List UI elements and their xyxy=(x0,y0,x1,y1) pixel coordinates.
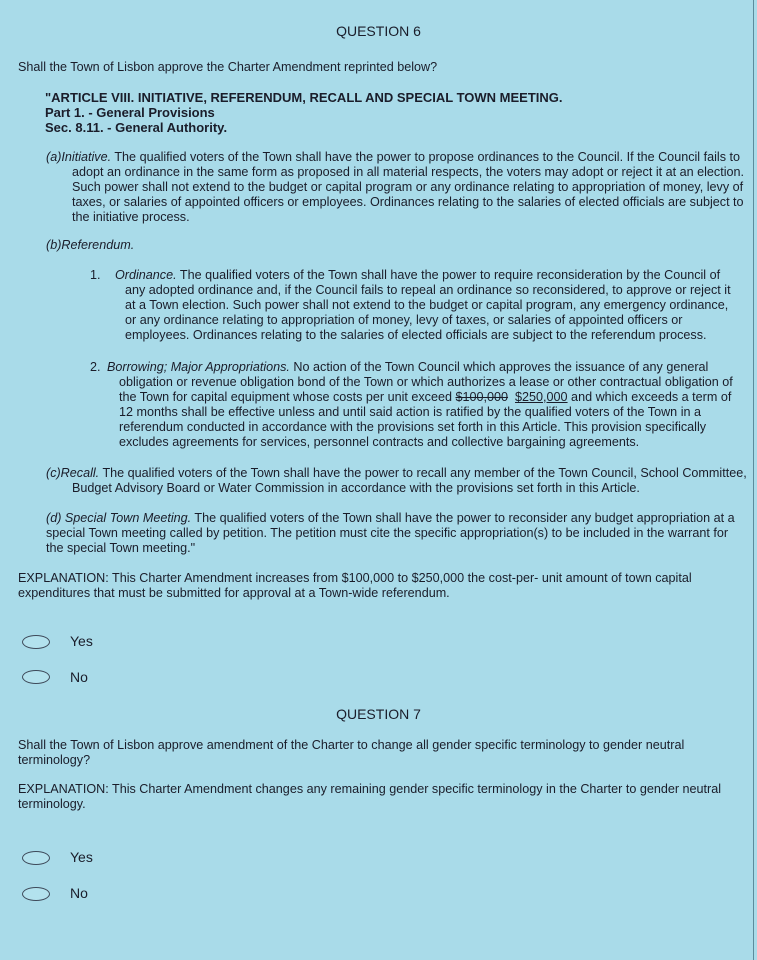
section-d-special-meeting xyxy=(46,511,736,556)
section-b1-number: 1. xyxy=(90,268,101,282)
q6-yes-label: Yes xyxy=(70,633,93,649)
q7-no-label: No xyxy=(70,885,88,901)
q6-no-oval[interactable] xyxy=(22,670,50,684)
section-b2-borrowing xyxy=(90,360,740,450)
section-b1-ordinance xyxy=(90,268,735,343)
question-6-explanation: EXPLANATION: This Charter Amendment increases from $100,000 to $250,000 the cost-per- unit amount of town capital expenditures that must be submitted for approval at a Town-wide referendum. xyxy=(18,571,692,600)
article-heading-line-1: "ARTICLE VIII. INITIATIVE, REFERENDUM, RECALL AND SPECIAL TOWN MEETING. xyxy=(45,90,563,105)
section-b2-text-after: and which exceeds a term of 12 months shall be effective unless and until said action is ratified by the qualified voters of the Town in a referendum conducted in accordance with the provisions set forth in this Article. This provision specifically excludes agreements for services, personnel contracts and collective bargaining agreements. xyxy=(119,390,732,449)
question-7-prompt: Shall the Town of Lisbon approve amendment of the Charter to change all gender specific terminology to gender neutral terminology? xyxy=(18,738,685,767)
section-b1-text: The qualified voters of the Town shall have the power to require reconsideration by the Council of any adopted ordinance and, if the Council fails to repeal an ordinance so reconsidered, to approve or reject it at a Town election. Such power shall not extend to the budget or capital program, any emergency ordinance, or any ordinance relating to appropriation of money, levy of taxes, or salaries of appointed officers or employees. Ordinances relating to the salaries of elected officials are subject to the referendum process. xyxy=(125,268,731,342)
section-b-label: (b)Referendum. xyxy=(46,238,135,252)
section-b2-label: Borrowing; Major Appropriations. xyxy=(107,360,290,374)
section-c-text: The qualified voters of the Town shall have the power to recall any member of the Town Council, School Committee, Budget Advisory Board or Water Commission in accordance with the provisions set forth in this Article. xyxy=(72,466,747,495)
section-b2-text-before: No action of the Town Council which approves the issuance of any general obligation or revenue obligation bond of the Town or which authorizes a lease or other contractual obligation of the Town for capital equipment whose costs per unit exceed xyxy=(119,360,733,404)
q7-no-oval[interactable] xyxy=(22,887,50,901)
q7-yes-oval[interactable] xyxy=(22,851,50,865)
section-a-label: (a)Initiative. xyxy=(46,150,112,164)
question-7-title: QUESTION 7 xyxy=(336,706,421,722)
q6-yes-oval[interactable] xyxy=(22,635,50,649)
article-heading-line-2: Part 1. - General Provisions xyxy=(45,105,215,120)
article-heading-line-3: Sec. 8.11. - General Authority. xyxy=(45,120,228,135)
new-amount-underlined: $250,000 xyxy=(515,390,568,404)
old-amount-struck: $100,000 xyxy=(455,390,509,404)
q6-no-label: No xyxy=(70,669,88,685)
section-d-label: (d) Special Town Meeting. xyxy=(46,511,192,525)
section-a-initiative xyxy=(46,150,757,225)
section-d-text: The qualified voters of the Town shall have the power to reconsider any budget appropriation at a special Town meeting called by petition. The petition must cite the specific appropriation(s) to be included in the warrant for the special Town meeting." xyxy=(46,511,735,555)
question-6-title: QUESTION 6 xyxy=(336,23,421,39)
q7-yes-label: Yes xyxy=(70,849,93,865)
article-heading xyxy=(45,90,745,135)
section-a-text: The qualified voters of the Town shall have the power to propose ordinances to the Council. If the Council fails to adopt an ordinance in the same form as proposed in all material respects, the voters may adopt or reject it at an election. Such power shall not extend to the budget or capital program or any ordinance relating to appropriation of money, levy of taxes, or salaries of appointed officers or employees. Ordinances relating to the salaries of elected officials are subject to the initiative process. xyxy=(72,150,745,224)
section-c-label: (c)Recall. xyxy=(46,466,100,480)
question-6-prompt: Shall the Town of Lisbon approve the Charter Amendment reprinted below? xyxy=(18,60,438,74)
question-7-explanation: EXPLANATION: This Charter Amendment changes any remaining gender specific terminology in the Charter to gender neutral terminology. xyxy=(18,782,722,811)
section-c-recall xyxy=(46,466,757,496)
section-b2-number: 2. xyxy=(90,360,101,374)
section-b1-label: Ordinance. xyxy=(115,268,177,282)
